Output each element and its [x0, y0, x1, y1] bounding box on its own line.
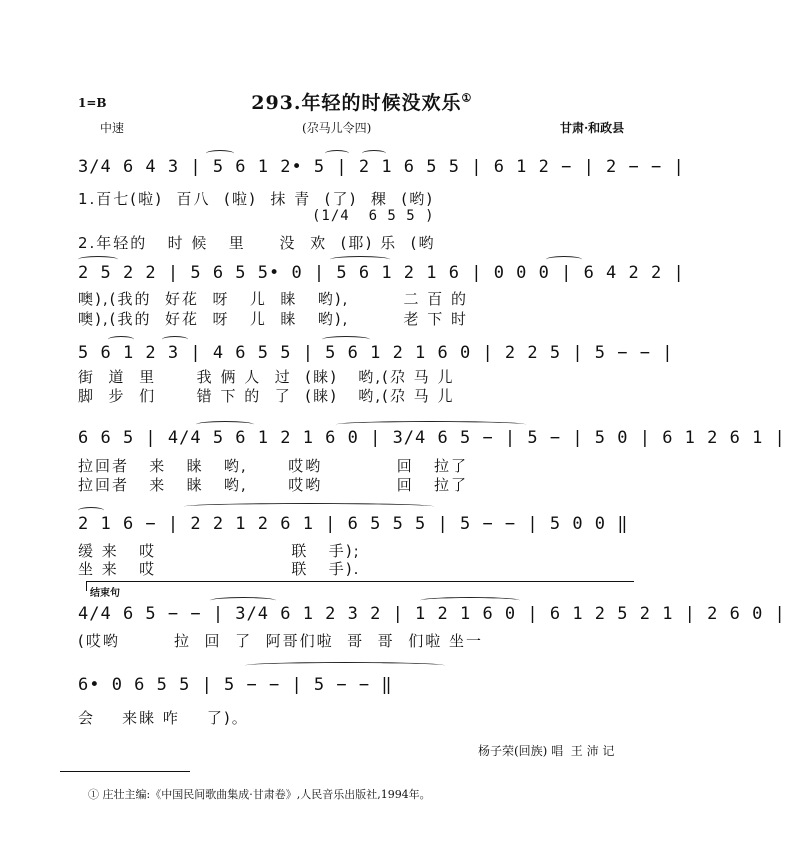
slur — [546, 256, 582, 263]
lyric-row-3-verse-1: 街 道 里 我 俩 人 过 (睐) 哟,(尕 马 儿 — [78, 368, 455, 386]
notes-row-7: 6• 0 6 5 5 | 5 − − | 5 − − ‖ — [78, 675, 393, 695]
slur — [78, 256, 118, 263]
notes-row-4: 6 6 5 | 4/4 5 6 1 2 1 6 0 | 3/4 6 5 − | 5 − | 5 0 | 6 1 2 6 1 | — [78, 428, 786, 448]
slur — [330, 256, 390, 263]
slur — [325, 150, 349, 157]
lyric-row-2-verse-2: 噢),(我的 好花 呀 儿 睐 哟), 老 下 时 — [78, 310, 468, 328]
lyric-row-4-verse-2: 拉回者 来 睐 哟, 哎哟 回 拉了 — [78, 476, 469, 494]
tempo-marking: 中速 — [100, 121, 125, 135]
ending-bracket-line — [86, 581, 634, 582]
slur — [336, 421, 526, 428]
lyric-row-2-verse-1: 噢),(我的 好花 呀 儿 睐 哟), 二 百 的 — [78, 290, 468, 308]
alternate-notes: (1/4 6 5 5 ) — [312, 208, 435, 224]
notes-row-1: 3/4 6 4 3 | 5 6 1 2• 5 | 2 1 6 5 5 | 6 1 2 − | 2 − − | — [78, 157, 685, 177]
performer-credit: 杨子荣(回族) 唱 王 沛 记 — [478, 744, 615, 758]
notes-row-3: 5 6 1 2 3 | 4 6 5 5 | 5 6 1 2 1 6 0 | 2 2 5 | 5 − − | — [78, 343, 674, 363]
lyric-row-5-verse-1: 缓 来 哎 联 手); — [78, 542, 361, 560]
slur — [162, 336, 188, 343]
slur — [322, 336, 370, 343]
lyric-row-5-verse-2: 坐 来 哎 联 手). — [78, 560, 361, 578]
lyric-row-6: (哎哟 拉 回 了 阿哥们啦 哥 哥 们啦 坐一 — [78, 632, 483, 650]
key-signature: 1=B — [78, 96, 107, 110]
slur — [184, 503, 434, 510]
slur — [362, 150, 386, 157]
lyric-row-3-verse-2: 脚 步 们 错 下 的 了 (睐) 哟,(尕 马 儿 — [78, 387, 455, 405]
slur — [206, 150, 234, 157]
lyric-row-1-verse-1: 1.百七(啦) 百八 (啦) 抹 青 (了) 稞 (哟) — [78, 190, 435, 208]
slur — [210, 597, 276, 604]
slur — [196, 421, 254, 428]
lyric-row-1-verse-2: 2.年轻的 时 候 里 没 欢 (耶) 乐 (哟 — [78, 234, 436, 252]
notes-row-2: 2 5 2 2 | 5 6 5 5• 0 | 5 6 1 2 1 6 | 0 0 0 | 6 4 2 2 | — [78, 263, 685, 283]
slur — [78, 507, 104, 514]
footnote-mark: ① — [461, 91, 473, 105]
ending-bracket-tick — [86, 581, 87, 591]
song-title-text: 293.年轻的时候没欢乐 — [251, 92, 462, 114]
lyric-row-7: 会 来睐 咋 了)。 — [78, 709, 249, 727]
song-title — [236, 66, 472, 115]
notes-row-6: 4/4 6 5 − − | 3/4 6 1 2 3 2 | 1 2 1 6 0 | 6 1 2 5 2 1 | 2 6 0 | — [78, 604, 786, 624]
slur — [420, 597, 520, 604]
region: 甘肃·和政县 — [560, 121, 625, 135]
lyric-row-4-verse-1: 拉回者 来 睐 哟, 哎哟 回 拉了 — [78, 457, 469, 475]
ending-phrase-label: 结束句 — [90, 588, 120, 599]
slur — [108, 336, 134, 343]
footnote-divider — [60, 771, 190, 772]
subtitle: (尕马儿令四) — [302, 121, 372, 135]
slur — [245, 662, 445, 669]
notes-row-5: 2 1 6 − | 2 2 1 2 6 1 | 6 5 5 5 | 5 − − | 5 0 0 ‖ — [78, 514, 629, 534]
footnote: ① 庄壮主编:《中国民间歌曲集成·甘肃卷》,人民音乐出版社,1994年。 — [88, 788, 431, 801]
